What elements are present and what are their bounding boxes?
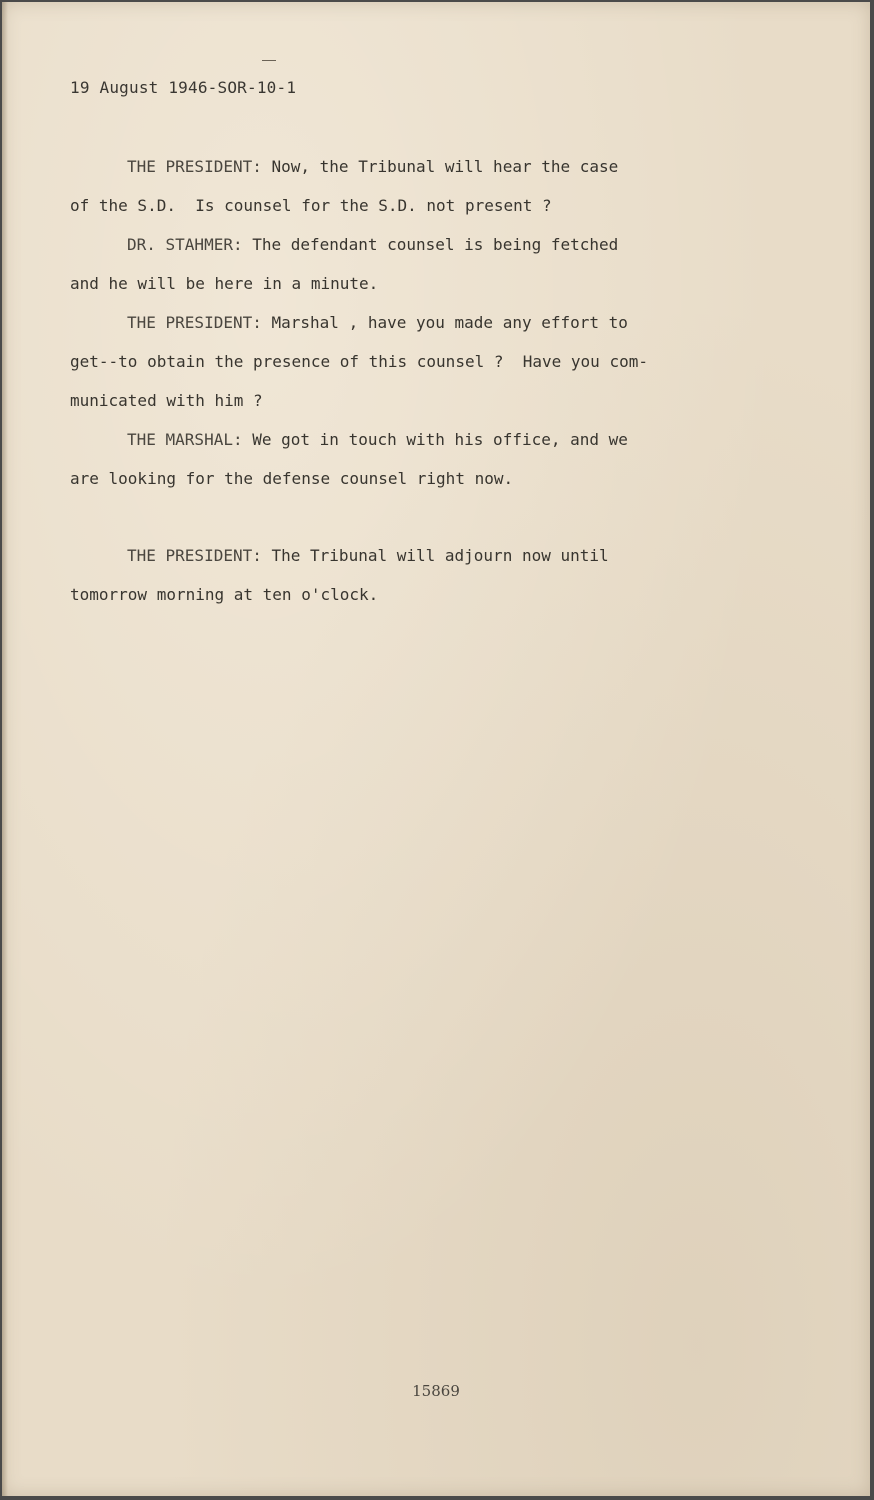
paragraph-line: are looking for the defense counsel right now. — [70, 469, 514, 488]
transcript-paragraph — [70, 536, 770, 614]
paragraph-first-line: Now, the Tribunal will hear the case — [271, 157, 619, 176]
transcript-paragraph — [70, 420, 770, 498]
speaker-label: THE PRESIDENT: — [127, 157, 262, 176]
paragraph-first-line: Marshal , have you made any effort to — [271, 313, 628, 332]
paragraph-first-line: We got in touch with his office, and we — [252, 430, 628, 449]
transcript-paragraph — [70, 225, 770, 303]
document-header: 19 August 1946-SOR-10-1 — [70, 78, 297, 97]
paragraph-first-line: The defendant counsel is being fetched — [252, 235, 619, 254]
paragraph-line: municated with him ? — [70, 391, 263, 410]
paragraph-line: of the S.D. Is counsel for the S.D. not present ? — [70, 196, 552, 215]
page-edge-shadow — [2, 2, 8, 1496]
paragraph-first-line: The Tribunal will adjourn now until — [271, 546, 609, 565]
speaker-label: DR. STAHMER: — [127, 235, 243, 254]
speaker-label: THE MARSHAL: — [127, 430, 243, 449]
paragraph-line: and he will be here in a minute. — [70, 274, 379, 293]
transcript-paragraph — [70, 147, 770, 225]
speaker-label: THE PRESIDENT: — [127, 313, 262, 332]
document-page — [2, 2, 870, 1496]
transcript-body — [70, 147, 770, 614]
page-number: 15869 — [412, 1382, 460, 1400]
paragraph-line: get--to obtain the presence of this counsel ? Have you com- — [70, 352, 648, 371]
speaker-label: THE PRESIDENT: — [127, 546, 262, 565]
pencil-mark — [262, 60, 276, 61]
paragraph-line: tomorrow morning at ten o'clock. — [70, 585, 379, 604]
transcript-paragraph — [70, 303, 770, 420]
